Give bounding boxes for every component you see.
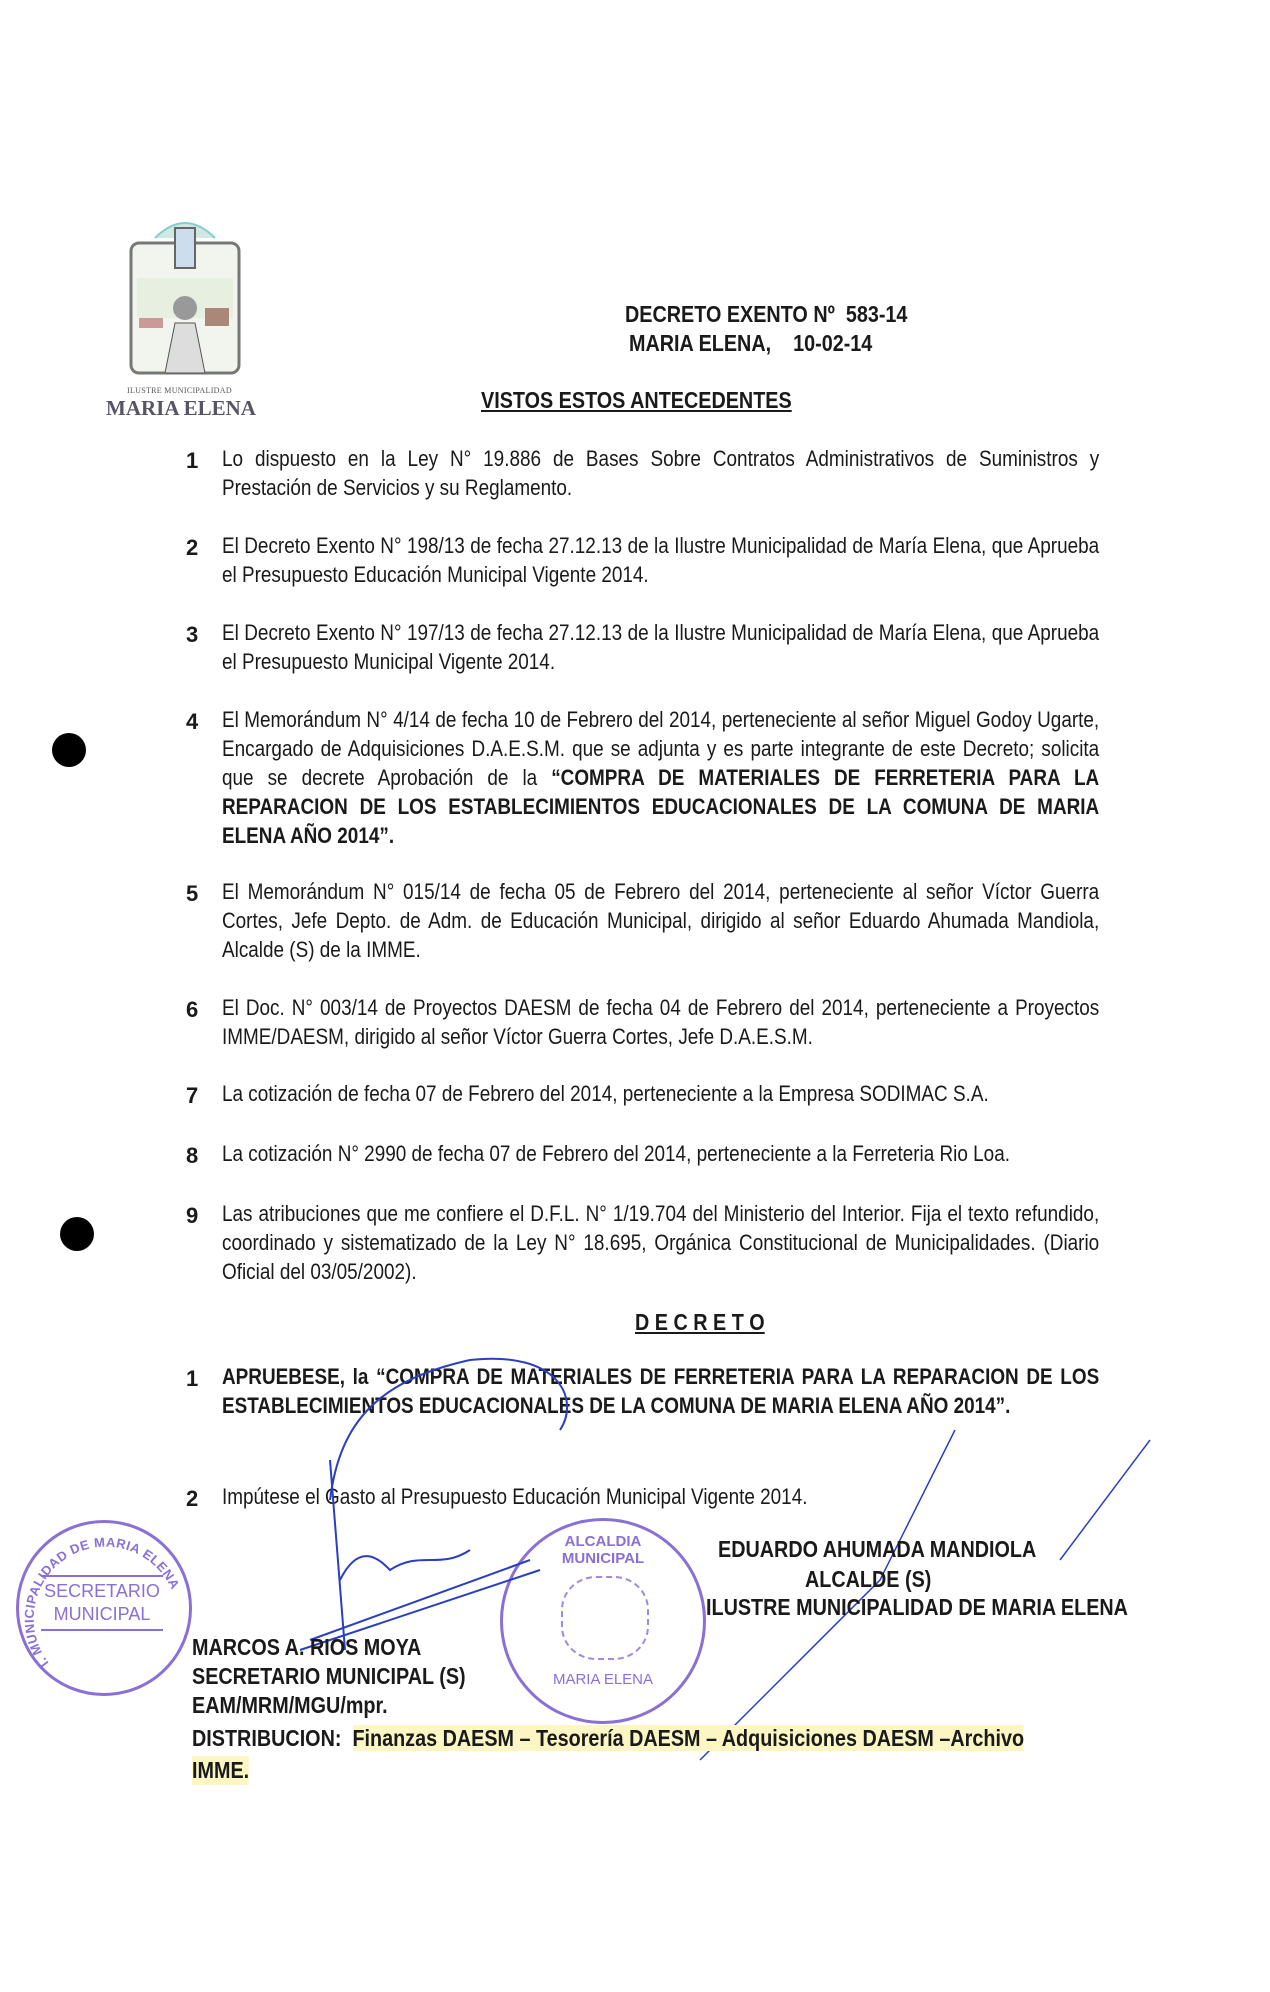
vistos-item: 3 El Decreto Exento N° 197/13 de fecha 27.12.13 de la Ilustre Municipalidad de María Elena, que Aprueba el Presupuesto Municipal Vigente 2014. [186, 620, 1100, 674]
logo-name: MARIA ELENA [106, 396, 256, 420]
vistos-item: 6 El Doc. N° 003/14 de Proyectos DAESM de fecha 04 de Febrero del 2014, perteneciente a Proyectos IMME/DAESM, dirigido al señor Víctor Guerra Cortes, Jefe D.A.E.S.M. [186, 995, 1100, 1049]
initials: EAM/MRM/MGU/mpr. [192, 1692, 388, 1718]
alcalde-title: ALCALDE (S) [805, 1566, 932, 1592]
distribucion-label: DISTRIBUCION: [192, 1725, 342, 1751]
decreto-item: 2 Impútese el Gasto al Presupuesto Educación Municipal Vigente 2014. [186, 1484, 808, 1511]
coat-of-arms-icon [125, 208, 245, 378]
vistos-item: 1 Lo dispuesto en la Ley N° 19.886 de Bases Sobre Contratos Administrativos de Suministros y Prestación de Servicios y su Reglamento. [186, 446, 1100, 500]
secretario-stamp-ring: I. MUNICIPALIDAD DE MARIA ELENA [21, 1534, 183, 1671]
vistos-item: 2 El Decreto Exento N° 198/13 de fecha 27.12.13 de la Ilustre Municipalidad de María Elena, que Aprueba el Presupuesto Educación Municipal Vigente 2014. [186, 533, 1100, 587]
vistos-item: 7 La cotización de fecha 07 de Febrero del 2014, perteneciente a la Empresa SODIMAC S.A. [186, 1081, 989, 1108]
vistos-item: 4 El Memorándum N° 4/14 de fecha 10 de Febrero del 2014, perteneciente al señor Miguel Godoy Ugarte, Encargado de Adquisiciones D.A.E.S.M. que se adjunta y es parte integrante de este Decreto; solicita que se decrete Aprobación de la “COMPRA DE MATERIALES DE FERRETERIA PARA LA REPARACION DE LOS ESTABLECIMIENTOS EDUCACIONALES DE LA COMUNA DE MARIA ELENA AÑO 2014”. [186, 707, 1100, 848]
secretario-stamp-line: MUNICIPAL [53, 1604, 151, 1624]
distribucion-list: Finanzas DAESM – Tesorería DAESM – Adquisiciones DAESM –Archivo [352, 1725, 1025, 1751]
distribucion-tail: IMME. [192, 1757, 250, 1783]
alcalde-org: ILUSTRE MUNICIPALIDAD DE MARIA ELENA [706, 1594, 1128, 1620]
alcaldia-stamp-ring: ALCALDIA MUNICIPAL [561, 1533, 645, 1567]
vistos-item: 8 La cotización N° 2990 de fecha 07 de Febrero del 2014, perteneciente a la Ferreteria Rio Loa. [186, 1141, 1010, 1168]
vistos-item: 9 Las atribuciones que me confiere el D.F.L. N° 1/19.704 del Ministerio del Interior. Fija el texto refundido, coordinado y sistematizado de la Ley N° 18.695, Orgánica Constitucional de Municipalidades. (Diario Oficial del 03/05/2002). [186, 1201, 1100, 1284]
punch-hole [60, 1217, 94, 1251]
secretario-title: SECRETARIO MUNICIPAL (S) [192, 1663, 466, 1689]
secretario-name: MARCOS A. RIOS MOYA [192, 1634, 422, 1660]
alcaldia-stamp-bottom: MARIA ELENA [552, 1671, 654, 1688]
punch-hole [52, 733, 86, 767]
decreto-item: 1 APRUEBESE, la “COMPRA DE MATERIALES DE FERRETERIA PARA LA REPARACION DE LOS ESTABLECIMIENTOS EDUCACIONALES DE LA COMUNA DE MARIA ELENA AÑO 2014”. [186, 1364, 1100, 1418]
decree-number: DECRETO EXENTO Nº 583-14 [625, 301, 908, 327]
municipal-logo [125, 208, 245, 378]
vistos-title: VISTOS ESTOS ANTECEDENTES [481, 387, 792, 413]
secretario-stamp-line: SECRETARIO [44, 1581, 160, 1601]
decree-place-date: MARIA ELENA, 10-02-14 [629, 330, 873, 356]
logo-subtitle: ILUSTRE MUNICIPALIDAD [127, 386, 232, 395]
alcalde-name: EDUARDO AHUMADA MANDIOLA [718, 1536, 1037, 1562]
decreto-title: D E C R E T O [635, 1309, 765, 1335]
vistos-item: 5 El Memorándum N° 015/14 de fecha 05 de Febrero del 2014, perteneciente al señor Víctor Guerra Cortes, Jefe Depto. de Adm. de Educación Municipal, dirigido al señor Eduardo Ahumada Mandiola, Alcalde (S) de la IMME. [186, 879, 1100, 962]
